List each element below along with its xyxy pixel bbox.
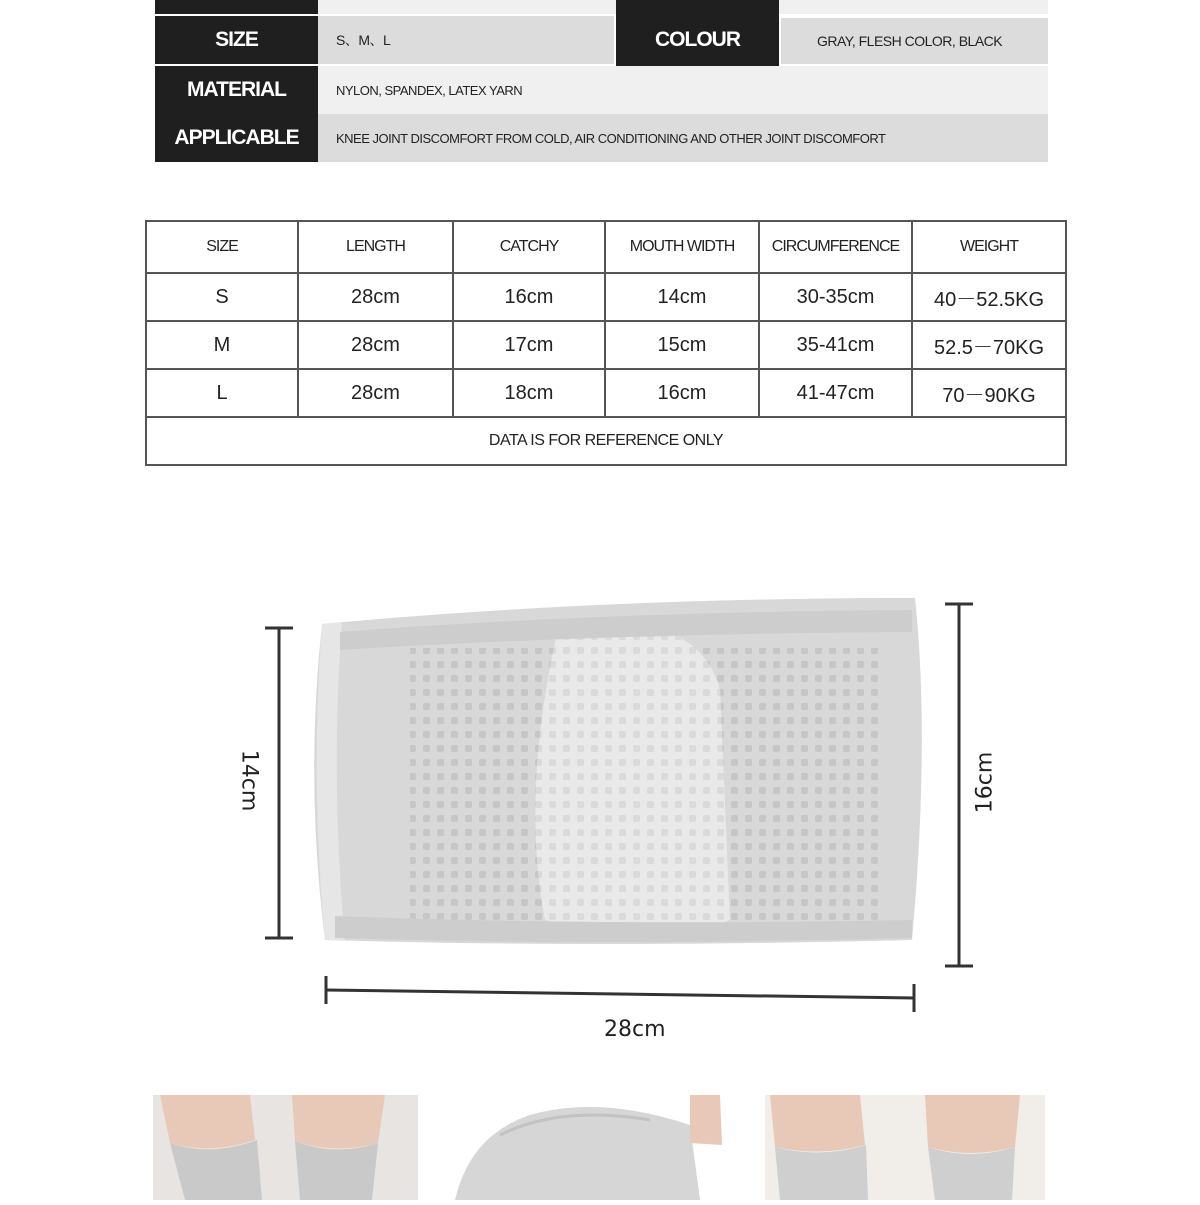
reference-note: DATA IS FOR REFERENCE ONLY [146,417,1066,465]
size-table [145,220,1067,466]
header-catchy: CATCHY [453,221,605,273]
photo-front-legs [153,1095,418,1200]
spec-block [155,0,1048,162]
cell-circumference: 35-41cm [759,321,912,369]
table-row [146,273,1066,321]
size-value: S、M、L [318,16,614,64]
cell-length: 28cm [298,273,453,321]
header-length: LENGTH [298,221,453,273]
table-row [146,321,1066,369]
size-label: SIZE [155,16,318,64]
photo-front-legs-2 [765,1095,1045,1200]
length-label: 28cm [604,1017,666,1042]
material-value: NYLON, SPANDEX, LATEX YARN [318,66,1048,114]
cell-mouth-width: 14cm [605,273,759,321]
cell-catchy: 18cm [453,369,605,417]
spec-row-cut-value [318,0,616,14]
colour-label: COLOUR [616,14,779,66]
dimension-diagram [0,560,1200,1080]
cell-circumference: 41-47cm [759,369,912,417]
table-row [146,369,1066,417]
product-photos [0,1095,1200,1200]
header-size: SIZE [146,221,298,273]
cell-mouth-width: 16cm [605,369,759,417]
applicable-label: APPLICABLE [155,114,318,162]
cell-catchy: 17cm [453,321,605,369]
cell-weight: 40－52.5KG [912,273,1066,321]
header-circumference: CIRCUMFERENCE [759,221,912,273]
spec-row-cut-label [155,0,318,14]
cell-mouth-width: 15cm [605,321,759,369]
material-label: MATERIAL [155,66,318,114]
cell-circumference: 30-35cm [759,273,912,321]
header-mouth-width: MOUTH WIDTH [605,221,759,273]
applicable-value: KNEE JOINT DISCOMFORT FROM COLD, AIR CONDITIONING AND OTHER JOINT DISCOMFORT [318,114,1048,162]
header-weight: WEIGHT [912,221,1066,273]
spec-row-cut-label-2 [616,0,779,14]
table-header-row [146,221,1066,273]
spec-row-cut-value-2 [779,0,1048,14]
cell-size: M [146,321,298,369]
cell-length: 28cm [298,321,453,369]
cell-size: S [146,273,298,321]
cell-weight: 70－90KG [912,369,1066,417]
cell-length: 28cm [298,369,453,417]
cell-size: L [146,369,298,417]
left-height-label: 14cm [236,749,262,812]
cell-weight: 52.5－70KG [912,321,1066,369]
table-note-row [146,417,1066,465]
right-height-label: 16cm [972,751,998,814]
photo-bent-knee [440,1095,740,1200]
leg-photos-illustration [0,1095,1200,1200]
knee-sleeve-illustration [0,560,1200,1080]
cell-catchy: 16cm [453,273,605,321]
bottom-dimension-line [326,990,914,998]
colour-value: GRAY, FLESH COLOR, BLACK [781,18,1048,64]
